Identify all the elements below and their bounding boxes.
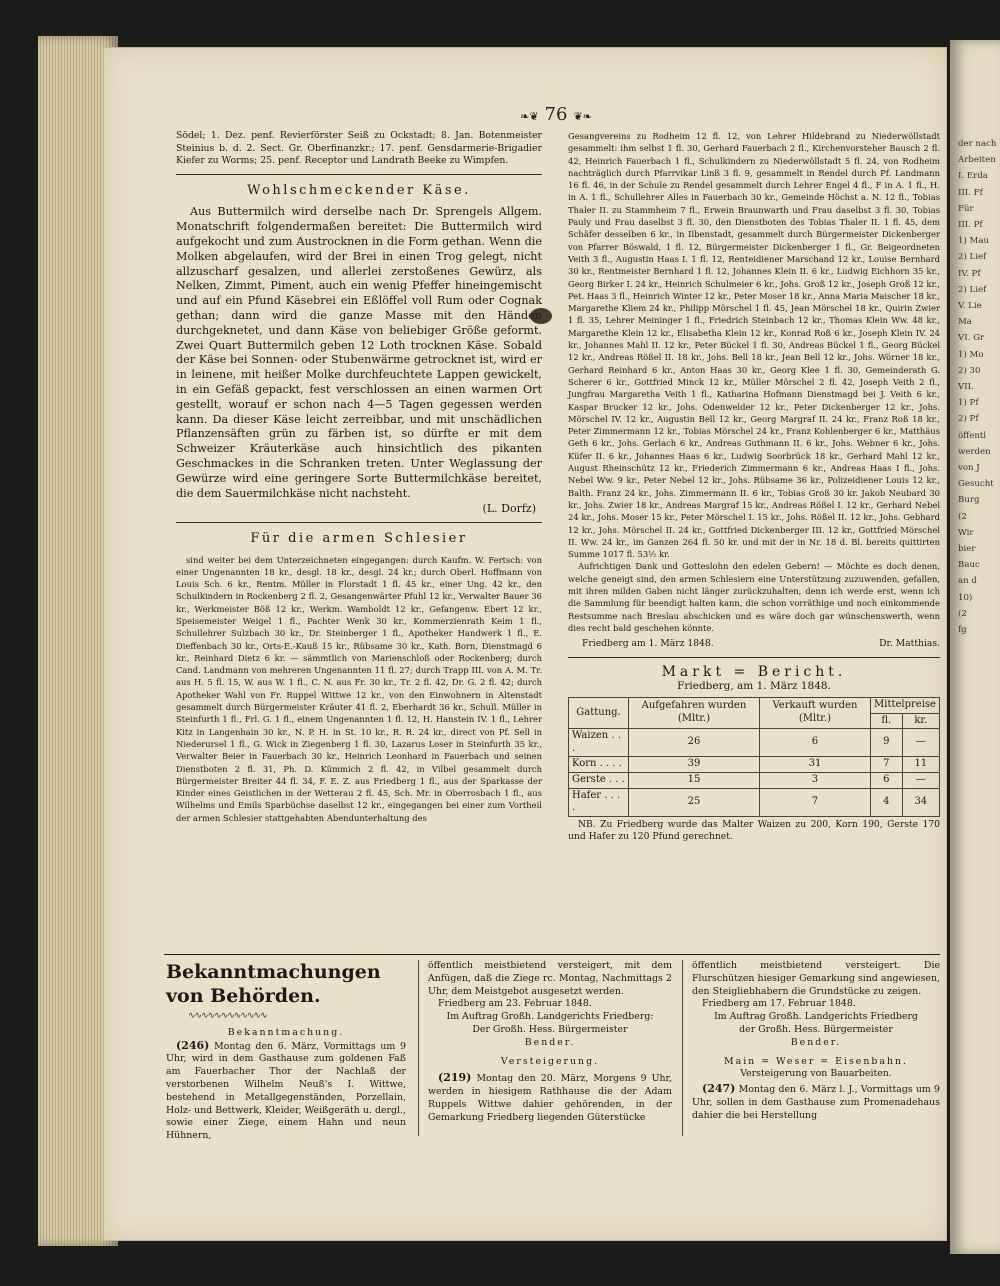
next-page-fragment-line: an d (958, 576, 977, 587)
announcement-number: (219) (438, 1071, 472, 1085)
next-page-fragment (950, 40, 1000, 638)
cell-fl: 4 (871, 788, 903, 816)
divider (176, 522, 542, 523)
article-signature: (L. Dorfz) (482, 502, 536, 516)
next-page-fragment-line: bier (958, 544, 976, 555)
next-page-fragment-line: I. Erda (958, 171, 988, 182)
next-page-fragment-line: (2 (958, 511, 967, 522)
next-page-fragment-line: VII. (958, 382, 974, 393)
next-page-fragment-line: III. Pf (958, 220, 983, 231)
announcement-column-1 (166, 960, 406, 1143)
next-page-fragment-line: werden (958, 446, 991, 457)
col-header-gattung: Gattung. (569, 697, 629, 728)
article-heading-kaese: Wohlschmeckender Käse. (247, 182, 471, 198)
announcement-text: Montag den 6. März l. J., Vormittags um 9 Uhr, sollen in dem Gasthause zum Promenadehaus dahier die bei Herstellung (692, 1084, 941, 1121)
announcement-signature: Bender. (790, 1036, 842, 1048)
cell-aufgefahren: 39 (629, 757, 760, 773)
market-table (568, 697, 940, 817)
announcement-authority: der Großh. Hess. Bürgermeister (739, 1023, 893, 1035)
table-header-row (569, 697, 940, 713)
cell-kr: — (902, 772, 939, 788)
article-body-kaese: Aus Buttermilch wird derselbe nach Dr. Sprengels Allgem. Monatschrift folgendermaßen bereitet: Die Buttermilch wird aufgekocht und zum Austrocknen in die Form gethan. Wenn die Molken abgelaufen, wird der Brei in einen Trog gelegt, nicht allzuscharf gesalzen, und allerlei zerstoßenes Gewürz, als Nelken, Zimmt, Piment, auch ein wenig Pfeffer hineingemischt und auf ein Pfund Käsebrei ein Eßlöffel voll Rum oder Cognak gethan; dann wird die ganze Masse mit den Händen durchgeknetet, und dann Käse von beliebiger Größe geformt. Zwei Quart Buttermilch geben 12 Loth trocknen Käse. Sobald der Käse bei Sonnen- oder Stubenwärme getrocknet ist, wird er in leinene, mit heißer Molke durchfeuchtete Lappen gewickelt, in ein Gefäß gepackt, fest verschlossen an einen warmen Ort gestellt, worauf er schon nach 4—5 Tagen gegessen werden kann. Da dieser Käse leicht zerreibbar, und mit unschädlichen Pflanzensäften grün zu färben ist, so dürfte er mit dem Schweizer Kräuterkäse auch hinsichtlich des pikanten Geschmackes in die Schranken treten. Unter Weglassung der Gewürze wird eine geringere Sorte Buttermilchkäse bereitet, die dem Sauermilchkäse nicht nachsteht. (176, 205, 542, 500)
cell-gattung: Hafer . . . . (569, 788, 629, 816)
divider (176, 174, 542, 175)
next-page-fragment-line: Für (958, 203, 974, 214)
next-page-fragment-line: 1) Mau (958, 236, 990, 247)
column-separator (682, 960, 683, 1136)
announcement-text: öffentlich meistbietend versteigert. Die Flurschützen hiesiger Gemarkung sind angewiesen, den Steigliebhabern die Grundstücke zu zeigen. (692, 960, 940, 997)
next-page-edge (950, 40, 1000, 1254)
donation-list-continued: Gesangvereins zu Rodheim 12 fl. 12, von Lehrer Hildebrand zu Niederwöllstadt gesammelt: ihm selbst 1 fl. 30, Gerhard Fauerbach 2 fl., Kirchenvorsteher Bausch 2 fl. 42, Heinrich Fauerbach 1 fl., Schulkindern zu Niederwöllstadt 5 fl. 24, von Rodheim nachträglich durch Pfarrvikar Linß 3 fl. 9, gesammelt in Rendel durch Pf. Landmann 16 fl. 46, in der Schule zu Rendel gesammelt durch Lehrer Engel 4 fl., F in A. 1 fl., H. in A. 1 fl., Schullehrer Alles in Fauerbach 30 kr., Gemeinde Höchst a. N. 12 fl., Tobias Thaler II. zu Stammheim 7 fl., Erwein Braunwarth und Frau daselbst 3 fl. 30, Tobias Pauly und Frau daselbst 3 fl. 30, den Dienstboten des Tobias Thaler II. 1 fl. 45, dem Schäfer desselben 6 kr., in Ilbenstadt, gesammelt durch Bürgermeister Dickenberger von Pfarrer Böswald, 1 fl. 12, Bürgermeister Dickenberger 1 fl., Gr. Beigeordneten Veith 3 fl., Augustin Haas I. 1 fl. 12, Renteidiener Marschand 12 kr., Louise Bernhard 30 kr., Rentmeister Bernhard 1 fl. 12, Johannes Klein II. 6 kr., Ludwig Eichhorn 35 kr., Georg Birker I. 24 kr., Heinrich Schulmeier 6 kr., Johs. Groß 12 kr., Joseph Groß 12 kr., Pet. Haas 3 fl., Heinrich Winter 12 kr., Peter Moser 18 kr., Anna Maria Maischer 18 kr., Margarethe Kliem 24 kr., Philipp Mörschel 1 fl. 45, Jean Mörschel 18 kr., Quirin Zwier 1 fl. 35, Lehrer Meininger 1 fl., Friedrich Steinbach 12 kr., Thomas Klein Ww. 48 kr., Margarethe Klein 12 kr., Elisabetha Klein 12 kr., Konrad Roß 6 kr., Joseph Klein IV. 24 kr., Johannes Mahl II. 12 kr., Peter Bückel 1 fl. 30, Andreas Bückel 1 fl., Georg Bückel 12 kr., Andreas Rößel II. 18 kr., Johs. Bell 18 kr., Jean Bell 12 kr., Johs. Wörner 18 kr., Gerhard Reinhard 6 kr., Anton Haas 30 kr., Georg Klee 1 fl. 30, Gemeinderath G. Scherer 6 kr., Gottfried Minck 12 kr., Müller Mörschel 2 fl. 42, Joseph Veith 2 fl., Jungfrau Margaretha Veith 1 fl., Katharina Hofmann Dienstmagd bei J. Veith 6 kr., Kaspar Brucker 12 kr., Johs. Odenwelder 12 kr., Peter Dickenberger 12 kr., Johs. Mörschel IV. 12 kr., Augustin Bell 12 kr., Georg Margraf II. 24 kr., Franz Roß 18 kr., Peter Zimmermann 12 kr., Tobias Mörschel 24 kr., Franz Kohlenberger 6 kr., Matthäus Geth 6 kr., Johs. Gerlach 6 kr., Andreas Guthmann II. 6 kr., Johs. Webner 6 kr., Johs. Küfer II. 6 kr., Johannes Haas 6 kr., Ludwig Soorbrück 18 kr., Gerhard Mahl 12 kr., August Rheinschütz 12 kr., Friederich Zimmermann 6 kr., Andreas Haas I fl., Johs. Nebel Ww. 9 kr., Peter Nebel 12 kr., Johs. Rübsame 36 kr., Polizeidiener Louis 12 kr., Balth. Franz 24 kr., Johs. Zimmermann II. 6 kr., Tobias Groß 30 kr. Jakob Neubard 30 kr., Johs. Zwier 18 kr., Andreas Margraf 15 kr., Andreas Rößel I. 12 kr., Gerhard Nebel 24 kr., Johs. Moser 15 kr., Peter Mörschel I. 15 kr., Johs. Rößel II. 12 kr., Johs. Gebhard 12 kr., Johs. Mörschel II. 24 kr., Gottfried Dickenberger III. 12 kr., Gottfried Mörschel II. Ww. 24 kr., im Ganzen 264 fl. 50 kr. und mit der in Nr. 18 d. Bl. bereits quittirten Summe 1017 fl. 53½ kr. (568, 131, 940, 560)
section-heading: Bekanntmachungen von Behörden. (166, 961, 381, 1007)
next-page-fragment-line: (2 (958, 608, 967, 619)
next-page-fragment-line: der nach (958, 139, 997, 149)
next-page-fragment-line: fg (958, 625, 967, 636)
cell-kr: — (902, 729, 939, 757)
appointments-paragraph: Södel; 1. Dez. penf. Revierförster Seiß zu Ockstadt; 8. Jan. Botenmeister Steinius b. d. 2. Sect. Gr. Oberfinanzkr.; 17. penf. Gensdarmerie-Brigadier Kiefer zu Worms; 25. penf. Receptor und Landrath Beeke zu Wimpfen. (176, 130, 542, 167)
table-row (569, 757, 940, 773)
next-page-fragment-line: V. Lie (958, 301, 982, 312)
announcement-signature: Bender. (524, 1036, 576, 1048)
announcement-body (692, 1083, 940, 1122)
col-header-mittelpreise: Mittelpreise (871, 697, 940, 713)
table-row (569, 729, 940, 757)
next-page-fragment-line: 2) Lief (958, 252, 987, 263)
announcement-date: Friedberg am 17. Februar 1848. (702, 998, 856, 1010)
next-page-fragment-line: III. Ff (958, 187, 983, 198)
announcement-body (428, 1072, 672, 1124)
dateline (568, 638, 940, 651)
cell-kr: 11 (902, 757, 939, 773)
announcement-column-2 (428, 960, 672, 1125)
announcement-authority: Im Auftrag Großh. Landgerichts Friedberg (714, 1011, 918, 1023)
table-row (569, 788, 940, 816)
cell-verkauft: 6 (759, 729, 870, 757)
market-report-title: Markt = Bericht. (661, 663, 847, 680)
divider (568, 657, 940, 658)
announcement-text: öffentlich meistbietend versteigert, mit dem Anfügen, daß die Ziege rc. Montag, Nachmittags 2 Uhr, dem Meistgebot ausgesetzt werden. (428, 960, 672, 997)
table-row (569, 772, 940, 788)
dateline-place: Friedberg am 1. März 1848. (582, 638, 714, 650)
announcement-authority: Der Großh. Hess. Bürgermeister (472, 1023, 628, 1035)
col-header-fl: fl. (871, 713, 903, 729)
next-page-fragment-line: 2) Pf (958, 414, 979, 425)
page-number: ❧❦ 76 ❦❧ (520, 104, 592, 125)
left-column (176, 130, 542, 824)
announcement-number: (247) (702, 1082, 736, 1096)
decorative-wave: ∿∿∿∿∿∿∿∿∿∿∿∿ (188, 1011, 267, 1021)
announcement-text: Montag den 20. März, Morgens 9 Uhr, werden in hiesigem Rathhause die der Adam Ruppels Wittwe dahier gehörenden, in der Gemarkung Friedberg liegenden Güterstücke (428, 1073, 672, 1123)
announcement-date: Friedberg am 23. Februar 1848. (438, 998, 592, 1010)
railway-heading: Main = Weser = Eisenbahn. (724, 1055, 908, 1067)
cell-aufgefahren: 25 (629, 788, 760, 816)
cell-aufgefahren: 15 (629, 772, 760, 788)
next-page-fragment-line: Ma (958, 317, 972, 328)
announcement-authority: Im Auftrag Großh. Landgerichts Friedberg: (446, 1011, 654, 1023)
ornament-right-icon: ❦❧ (573, 110, 592, 123)
cell-kr: 34 (902, 788, 939, 816)
dateline-signature: Dr. Matthias. (879, 638, 940, 650)
column-separator (418, 960, 419, 1136)
cell-fl: 7 (871, 757, 903, 773)
next-page-fragment-line: IV. Pf (958, 268, 981, 279)
next-page-fragment-line: Wir (958, 527, 974, 538)
section-divider (164, 954, 940, 955)
col-header-verkauft: Verkauft wurden (Mltr.) (759, 697, 870, 728)
announcement-body (166, 1040, 406, 1143)
next-page-fragment-line: 10) (958, 592, 973, 603)
cell-verkauft: 31 (759, 757, 870, 773)
right-column (568, 130, 940, 843)
donation-list: sind weiter bei dem Unterzeichneten eingegangen: durch Kaufm. W. Fertsch: von einer Ungenannten 18 kr., desgl. 18 kr., desgl. 24 kr.; durch Oberl. Hoffmann von Louis Sch. 6 kr., Rentm. Müller in Florstadt 1 fl. 45 kr., einer Ung. 42 kr., den Schulkindern in Rockenberg 2 fl. 2, Gesangenwärter Pfuhl 12 kr., Verwalter Bauer 36 kr., Werkmeister Böß 12 kr., Werkm. Wamboldt 12 kr., Gefangenw. Ebert 12 kr., Speisemeister Weigel 1 fl., Pachter Wenk 30 kr., Kommerzienrath Keim 1 fl., Schullehrer Sulzbach 30 kr., Dr. Steinberger 1 fl., Apotheker Handwerk 1 fl., E. Dieffenbach 30 kr., Orts-E.-Kauß 15 kr., Rübsame 30 kr., Kath. Born, Dienstmagd 6 kr., Reinhard Dietz 6 kr. — sämmtlich von Marienschloß oder Rockenberg; durch Cand. Landmann von mehreren Ungenannten 11 fl. 27; durch Trapp III. von A. M. Tr. aus H. 5 fl. 15, W. aus W. 1 fl., C. N. aus Fr. 30 kr., Tr. 2 fl. 42, Dr. G. 2 fl. 42; durch Apotheker Wahl von Fr. Ruppel Wittwe 12 kr., von den Einwohnern in Altenstadt gesammelt durch Bürgermeister Kräuter 41 fl. 2, Eberhardt 36 kr., Schull. Müller in Steinfurth 1 fl., Frl. G. 1 fl., einem Ungenannten 1 fl. 12, H. Hanstein IV. 1 fl., Lehrer Kitz in Langenhain 30 kr., N. P. H. in St. 10 kr., R. R. 24 kr., direct von Pf. Sell in Niederursel 1 fl., G. Wick in Ziegenberg 1 fl. 30, Lazarus Loser in Steinfurth 35 kr., Verwalter Beier in Fauerbach 30 kr., Heinrich Leonhard in Fauerbach und seinen Dienstboten 2 fl. 31, Ph. D. Kümmich 2 fl. 42, in Vilbel gesammelt durch Bürgermeister Breiter 44 fl. 34, F. E. Z. aus Friedberg 1 fl., aus der Sparkasse der Kinder eines Geistlichen in der Wetterau 2 fl. 45, Sch. Mr. in Oberrosbach 1 fl., aus Wilhelms und Emils Sparbüchse daselbst 12 kr., eingegangen bei einer zum Vortheil der armen Schlesier stattgehabten Abendunterhaltung des (176, 554, 542, 823)
article-heading-schlesier: Für die armen Schlesier (250, 530, 468, 546)
announcement-number: (246) (176, 1038, 210, 1052)
announcement-text: Montag den 6. März, Vormittags um 9 Uhr, wird in dem Gasthause zum goldenen Faß am Fauerbacher Thor der Nachlaß der verstorbenen Wilhelm Neuß's I. Wittwe, bestehend in Metallgegenständen, Porzellain, Holz- und Bettwerk, Kleider, Weißgeräth u. dergl., sowie einer Ziege, einem Hahn und neun Hühnern, (166, 1040, 406, 1142)
next-page-fragment-line: 1) Pf (958, 398, 979, 409)
next-page-fragment-line: Burg (958, 495, 980, 506)
cell-gattung: Korn . . . . (569, 757, 629, 773)
next-page-fragment-line: 1) Mo (958, 349, 984, 360)
ornament-left-icon: ❧❦ (520, 110, 539, 123)
thanks-paragraph: Aufrichtigen Dank und Gotteslohn den edelen Gebern! — Möchte es doch denen, welche geneigt sind, den armen Schlesiern eine Unterstützung zuzuwenden, gefallen, mit ihren milden Gaben nicht länger zurückzuhalten, denn ich werde erst, wenn ich die Sammlung für beendigt halten kann, die schon vorräthige und noch einkommende Restsumme nach Breslau abschicken und es wäre doch gar wünschenswerth, wenn dies recht bald geschehen könnte. (568, 561, 940, 633)
next-page-fragment-line: 2) Lief (958, 284, 987, 295)
col-header-aufgefahren: Aufgefahren wurden (Mltr.) (629, 697, 760, 728)
market-report-date: Friedberg, am 1. März 1848. (677, 680, 831, 693)
next-page-fragment-line: VI. Gr (958, 333, 985, 344)
next-page-fragment-line: Arbeiten (958, 155, 996, 166)
cell-gattung: Gerste . . . (569, 772, 629, 788)
next-page-fragment-line: 2) 30 (958, 365, 981, 376)
cell-aufgefahren: 26 (629, 729, 760, 757)
cell-fl: 9 (871, 729, 903, 757)
announcement-title: Versteigerung von Bauarbeiten. (740, 1068, 892, 1080)
market-note: NB. Zu Friedberg wurde das Malter Waizen zu 200, Korn 190, Gerste 170 und Hafer zu 120 Pfund gerechnet. (568, 818, 940, 842)
cell-fl: 6 (871, 772, 903, 788)
announcement-column-3 (692, 960, 940, 1123)
next-page-fragment-line: Gesucht (958, 479, 994, 490)
cell-verkauft: 3 (759, 772, 870, 788)
cell-gattung: Waizen . . . (569, 729, 629, 757)
announcement-title: Bekanntmachung. (227, 1026, 345, 1038)
next-page-fragment-line: von J (958, 463, 980, 474)
col-header-kr: kr. (902, 713, 939, 729)
announcement-title: Versteigerung. (500, 1055, 600, 1067)
next-page-fragment-line: Bauc (958, 560, 980, 571)
next-page-fragment-line: öffentl (958, 430, 987, 441)
cell-verkauft: 7 (759, 788, 870, 816)
